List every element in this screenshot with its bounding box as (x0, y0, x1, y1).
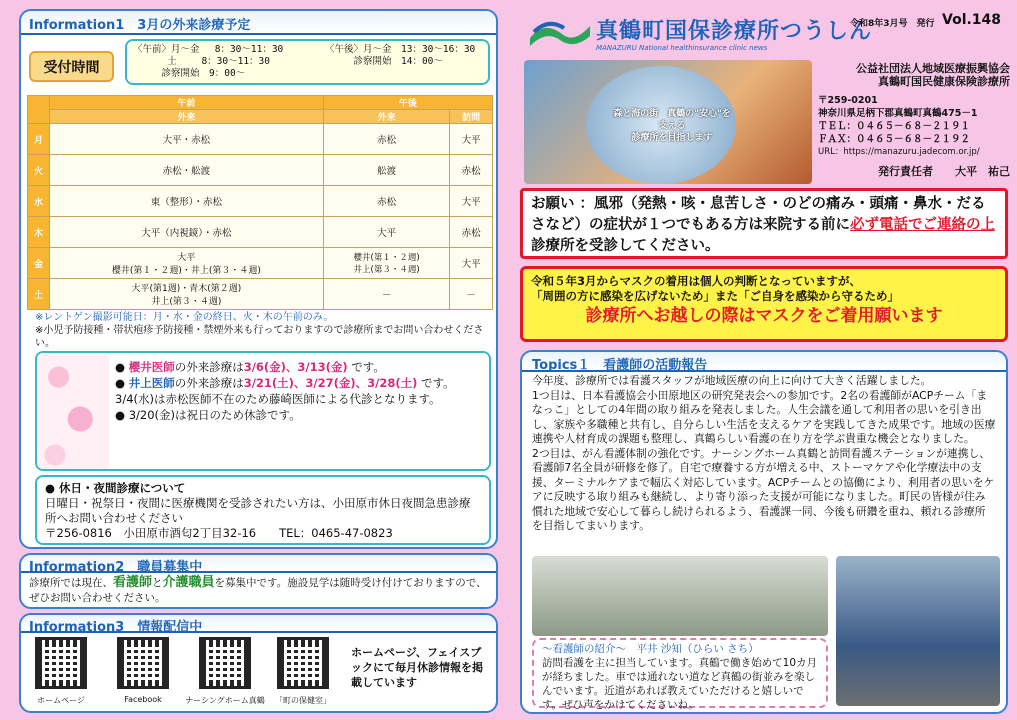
schedule-cell-pm: 舩渡 (323, 155, 449, 186)
zip-code: 〒259-0201 (818, 95, 878, 106)
sub-outpatient: 外来 (50, 110, 324, 124)
info1-title: Information1 3月の外来診療予定 (29, 18, 251, 33)
mask-line1: 令和５年3月からマスクの着用は個人の判断となっていますが、 (531, 274, 861, 288)
qr-label-facebook: Facebook (124, 695, 162, 704)
schedule-cell-visit: 大平 (450, 248, 493, 279)
address: 神奈川県足柄下郡真鶴町真鶴475－1 (818, 108, 978, 119)
organization-info (818, 62, 1010, 178)
schedule-row (28, 155, 493, 186)
presentation-photo (532, 556, 828, 636)
schedule-row (28, 186, 493, 217)
schedule-cell-day: 火 (28, 155, 50, 186)
publisher: 発行責任者 大平 祐己 (878, 165, 1010, 178)
hours-am: 〈午前〉月～金 8：30～11：30 土 8：30～11：30 診察開始 9：00～ (133, 44, 284, 79)
doctor-item-sakurai: ● 櫻井医師の外来診療は3/6(金)、3/13(金) です。 (115, 360, 385, 374)
doctor-item-holiday: ● 3/20(金)は祝日のため休診です。 (115, 408, 301, 422)
note-vaccine: ※小児予防接種・帯状疱疹予防接種・禁煙外来も行っておりますので診療所までお問い合わせください。 (35, 325, 484, 349)
reception-label: 受付時間 (29, 51, 114, 82)
holiday-address: 〒256-0816 小田原市酒匂2丁目32-16 TEL：0465-47-0823 (45, 526, 393, 540)
hours-pm: 〈午後〉月～金 13：30～16：30 診察開始 14：00～ (325, 44, 476, 67)
schedule-cell-day: 土 (28, 279, 50, 310)
photo-caption: 森と海の街 真鶴の"安心"を支える 診療所を目指します (613, 109, 731, 143)
volume-number: Vol.148 (942, 12, 1002, 28)
col-pm: 午後 (323, 96, 492, 110)
schedule-cell-am: 東（整形）・赤松 (50, 186, 324, 217)
doctor-notice (35, 351, 491, 471)
nurse-intro-title: ～看護師の紹介～ 平井 沙知（ひらい さち） (542, 643, 759, 655)
schedule-cell-day: 木 (28, 217, 50, 248)
call-first-emphasis: 必ず電話でご連絡の上 (850, 217, 995, 233)
topics-panel (520, 350, 1008, 714)
schedule-cell-pm: 櫻井(第１・２週) 井上(第３・４週) (323, 248, 449, 279)
schedule-row (28, 248, 493, 279)
reception-hours (125, 39, 490, 85)
schedule-cell-am: 赤松・舩渡 (50, 155, 324, 186)
topics-title: Topics１ 看護師の活動報告 (532, 358, 708, 373)
qr-town-health-room[interactable] (277, 637, 329, 689)
schedule-cell-visit: － (450, 279, 493, 310)
schedule-table (27, 95, 493, 310)
clinic-photo-collage (524, 60, 812, 184)
mask-line2: 「周囲の方に感染を広げないため」また「ご自身を感染から守るため」 (531, 289, 899, 303)
schedule-cell-pm: 赤松 (323, 186, 449, 217)
nurse-car-photo (836, 556, 1000, 706)
doctor-item-substitute: 3/4(水)は赤松医師不在のため藤崎医師による代診となります。 (115, 392, 441, 406)
info3-title: Information3 情報配信中 (29, 620, 203, 635)
note-xray: ※レントゲン撮影可能日：月・水・金の終日、火・木の午前のみ。 (35, 312, 334, 323)
doctor-item-inoue: ● 井上医師の外来診療は3/21(土)、3/27(金)、3/28(土) です。 (115, 376, 455, 390)
schedule-cell-visit: 大平 (450, 186, 493, 217)
tel: ＴＥＬ：０４６５－６８－２１９１ (818, 121, 971, 132)
qr-description: ホームページ、フェイスブックにて毎月休診情報を掲載しています (351, 646, 483, 689)
schedule-cell-visit: 赤松 (450, 217, 493, 248)
qr-label-homepage: ホームページ (37, 696, 85, 705)
sub-outpatient-pm: 外来 (323, 110, 449, 124)
issue-date: 令和8年3月号 発行 (850, 19, 935, 29)
qr-label-town-health-room: 「町の保健室」 (275, 696, 331, 705)
topics-body: 今年度、診療所では看護スタッフが地域医療の向上に向けて大きく活躍しました。 1つ目は、日本看護協会小田原地区の研究発表会への参加です。2名の看護師がACPチーム「まなっこ」としての4年間の取り組みを発表しました。人生会議を通して利用者の思いを引き出し、家族や多職種と共有し、自分らしい生活を支えるケアを実践してきた成果です。地域の医療連携や人材育成の課題も整理し、真鶴らしい看護の在り方を学ぶ貴重な機会となりました。 2つ目は、がん看護体制の強化です。ナーシングホーム真鶴と訪問看護ステーションが連携し、看護師7名全員が研修を修了。自宅で療養する方が増える中、ストーマケアや化学療法中の支援、ターミナルケアまで幅広く対応しています。ACPチームとの協働により、利用者の思いをケアに反映する取り組みも継続し、より寄り添った支援が可能になりました。町民の皆様が住み慣れた地域で安心して暮らし続けられるよう、看護課一同、今後も研鑽を重ね、頼れる診療所を目指してまいります。 (532, 374, 996, 532)
newsletter-title: 真鶴町国保診療所つうしん (596, 19, 873, 44)
newsletter-header (524, 10, 1009, 56)
schedule-cell-am: 大平 櫻井(第１・２週)・井上(第３・４週) (50, 248, 324, 279)
schedule-cell-pm: 大平 (323, 217, 449, 248)
clinic-name: 真鶴町国民健康保険診療所 (878, 75, 1010, 88)
info2-panel (19, 553, 498, 609)
mask-notice (520, 266, 1008, 342)
qr-label-nursing-home: ナーシングホーム真鶴 (185, 696, 265, 705)
crane-wave-logo-icon (528, 16, 592, 50)
org-name: 公益社団法人地域医療振興協会 (856, 62, 1010, 75)
schedule-notes (35, 311, 495, 350)
website-link[interactable]: URL：https://manazuru.jadecom.or.jp/ (818, 147, 980, 157)
info1-panel (19, 9, 498, 549)
cherry-blossom-decoration (37, 353, 109, 471)
schedule-cell-visit: 大平 (450, 124, 493, 155)
nurse-intro-body: 訪問看護を主に担当しています。真鶴で働き始めて10カ月が経ちました。車では通れない道など真鶴の街並みを楽しんでいます。近道があれば教えていただけると嬉しいです。ぜひ声をかけてくださいね。 (542, 657, 818, 711)
schedule-cell-day: 水 (28, 186, 50, 217)
qr-facebook[interactable] (117, 637, 169, 689)
schedule-cell-am: 大平・赤松 (50, 124, 324, 155)
info2-title: Information2 職員募集中 (29, 560, 203, 575)
mask-request: 診療所へお越しの際はマスクをご着用願います (585, 306, 943, 326)
nurse-introduction (532, 638, 828, 711)
qr-homepage[interactable] (35, 637, 87, 689)
schedule-cell-day: 金 (28, 248, 50, 279)
holiday-title: ● 休日・夜間診療について (45, 481, 186, 495)
holiday-body: 日曜日・祝祭日・夜間に医療機関を受診されたい方は、小田原市休日夜間急患診療所へお問い合わせください (45, 496, 471, 525)
schedule-cell-day: 月 (28, 124, 50, 155)
schedule-row (28, 124, 493, 155)
schedule-row (28, 217, 493, 248)
schedule-cell-am: 大平(第1週)・青木(第２週) 井上(第３・４週) (50, 279, 324, 310)
schedule-cell-am: 大平（内視鏡）・赤松 (50, 217, 324, 248)
newsletter-subtitle: MANAZURU National healthinsurance clinic news (596, 44, 768, 52)
fax: ＦＡＸ：０４６５－６８－２１９２ (818, 134, 971, 145)
col-am: 午前 (50, 96, 324, 110)
cold-symptoms-notice: お願い ：風邪（発熱・咳・息苦しさ・のどの痛み・頭痛・鼻水・だるさなど）の症状が１つでもある方は来院する前に必ず電話でご連絡の上診療所を受診してください。 (520, 188, 1008, 259)
info3-panel (19, 613, 498, 713)
schedule-cell-pm: － (323, 279, 449, 310)
recruit-text: 診療所では現在、看護師と介護職員を募集中です。施設見学は随時受け付けておりますので、ぜひお問い合わせください。 (29, 575, 487, 604)
sub-visit: 訪問 (450, 110, 493, 124)
schedule-cell-visit: 赤松 (450, 155, 493, 186)
schedule-cell-pm: 赤松 (323, 124, 449, 155)
qr-nursing-home[interactable] (199, 637, 251, 689)
schedule-row (28, 279, 493, 310)
holiday-clinic-box (35, 475, 491, 545)
